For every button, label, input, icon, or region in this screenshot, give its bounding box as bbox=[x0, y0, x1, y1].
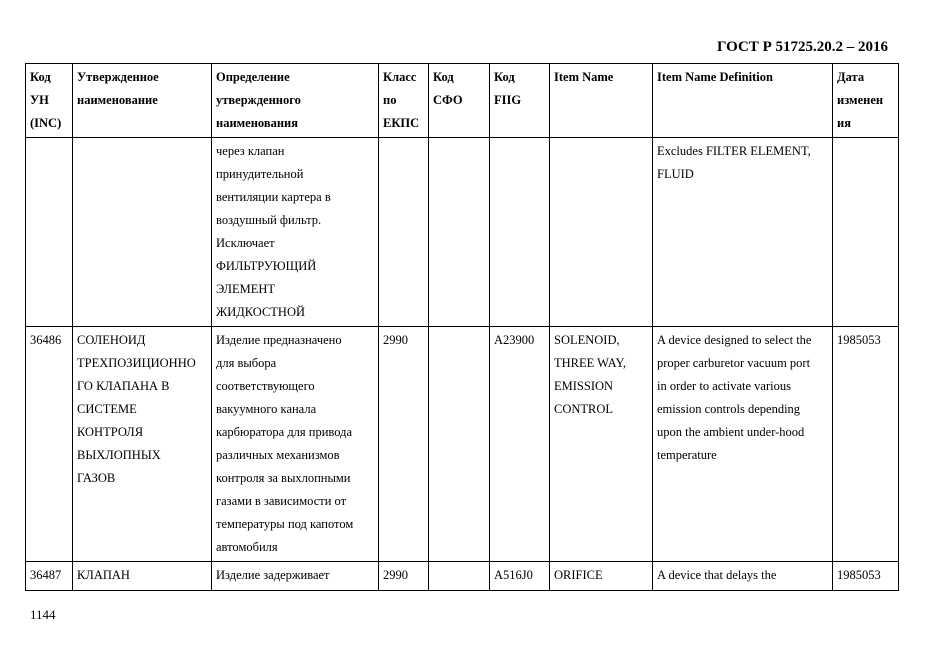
cell-definition: Изделие предназначено для выбора соответствующего вакуумного канала карбюратора для привода различных механизмов контроля за выхлопными газами в зависимости от температуры под капотом автомобиля bbox=[212, 327, 379, 562]
cell-item-definition: A device that delays the bbox=[653, 562, 833, 591]
cell-item-name: ORIFICE bbox=[550, 562, 653, 591]
cell-sfo bbox=[429, 138, 490, 327]
cell-class: 2990 bbox=[379, 562, 429, 591]
col-header-code-inc: Код УН (INC) bbox=[26, 64, 73, 138]
cell-sfo bbox=[429, 562, 490, 591]
cell-sfo bbox=[429, 327, 490, 562]
cell-item-definition: A device designed to select the proper carburetor vacuum port in order to activate various emission controls depending upon the ambient under-hood temperature bbox=[653, 327, 833, 562]
table-row bbox=[26, 562, 899, 591]
cell-definition: через клапан принудительной вентиляции картера в воздушный фильтр. Исключает ФИЛЬТРУЮЩИЙ ЭЛЕМЕНТ ЖИДКОСТНОЙ bbox=[212, 138, 379, 327]
cell-name: КЛАПАН bbox=[73, 562, 212, 591]
cell-item-name bbox=[550, 138, 653, 327]
page-number: 1144 bbox=[30, 607, 56, 622]
col-header-definition: Определение утвержденного наименования bbox=[212, 64, 379, 138]
table-header-row bbox=[26, 64, 899, 138]
col-header-fiig: Код FIIG bbox=[490, 64, 550, 138]
col-header-item-name-definition: Item Name Definition bbox=[653, 64, 833, 138]
cell-date: 1985053 bbox=[833, 562, 899, 591]
cell-code: 36486 bbox=[26, 327, 73, 562]
cell-fiig: A23900 bbox=[490, 327, 550, 562]
cell-date bbox=[833, 138, 899, 327]
cell-fiig bbox=[490, 138, 550, 327]
cell-item-definition: Excludes FILTER ELEMENT, FLUID bbox=[653, 138, 833, 327]
col-header-item-name: Item Name bbox=[550, 64, 653, 138]
cell-name bbox=[73, 138, 212, 327]
cell-name: СОЛЕНОИД ТРЕХПОЗИЦИОННО ГО КЛАПАНА В СИСТЕМЕ КОНТРОЛЯ ВЫХЛОПНЫХ ГАЗОВ bbox=[73, 327, 212, 562]
cell-definition: Изделие задерживает bbox=[212, 562, 379, 591]
col-header-sfo: Код СФО bbox=[429, 64, 490, 138]
cell-item-name: SOLENOID, THREE WAY, EMISSION CONTROL bbox=[550, 327, 653, 562]
col-header-approved-name: Утвержденное наименование bbox=[73, 64, 212, 138]
col-header-change-date: Дата изменен ия bbox=[833, 64, 899, 138]
classification-table bbox=[25, 63, 899, 591]
table-row bbox=[26, 138, 899, 327]
cell-code: 36487 bbox=[26, 562, 73, 591]
cell-code bbox=[26, 138, 73, 327]
col-header-class: Класс по ЕКПС bbox=[379, 64, 429, 138]
cell-fiig: A516J0 bbox=[490, 562, 550, 591]
table-row bbox=[26, 327, 899, 562]
document-standard-title: ГОСТ Р 51725.20.2 – 2016 bbox=[716, 39, 888, 55]
cell-class: 2990 bbox=[379, 327, 429, 562]
cell-class bbox=[379, 138, 429, 327]
cell-date: 1985053 bbox=[833, 327, 899, 562]
